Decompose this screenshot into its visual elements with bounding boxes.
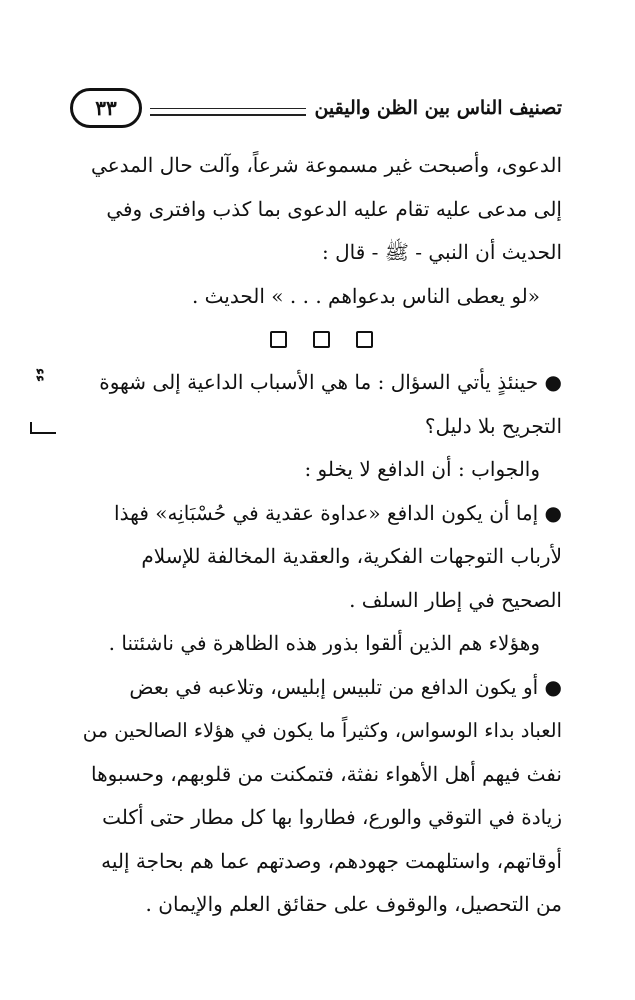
separator-square [356, 331, 373, 348]
text-line: ● حينئذٍ يأتي السؤال : ما هي الأسباب الداعية إلى شهوة [99, 370, 562, 394]
text-line: زيادة في التوقي والورع، فطاروا بها كل مطار حتى أكلت [102, 805, 562, 829]
text-line: إلى مدعى عليه تقام عليه الدعوى بما كذب وافترى وفي [106, 196, 562, 221]
margin-note [24, 368, 60, 438]
running-header [70, 88, 562, 128]
text-line: التجريح بلا دليل؟ [424, 413, 562, 438]
text-line: الصحيح في إطار السلف . [349, 587, 562, 612]
text-line: لأرباب التوجهات الفكرية، والعقدية المخالفة للإسلام [141, 544, 562, 568]
text-line: ● أو يكون الدافع من تلبيس إبليس، وتلاعبه في بعض [129, 674, 562, 699]
text-line: العباد بداء الوسواس، وكثيراً ما يكون في هؤلاء الصالحين من [82, 719, 562, 742]
text-line: الدعوى، وأصبحت غير مسموعة شرعاً، وآلت حال المدعي [91, 153, 562, 177]
text-line: الحديث أن النبي - ﷺ - قال : [322, 240, 562, 264]
text-line: أوقاتهم، واستلهمت جهودهم، وصدتهم عما هم بحاجة إليه [101, 848, 562, 873]
text-line: ● إما أن يكون الدافع «عداوة عقدية في حُسْبَانِه» فهذا [114, 500, 562, 525]
text-line: والجواب : أن الدافع لا يخلو : [304, 457, 540, 481]
text-line: من التحصيل، والوقوف على حقائق العلم والإيمان . [145, 892, 562, 916]
section-separator [80, 318, 562, 361]
separator-square [270, 331, 287, 348]
header-rule [150, 108, 306, 116]
separator-square [313, 331, 330, 348]
margin-note-text: ﺀﺀ [32, 368, 50, 383]
text-line: نفث فيهم أهل الأهواء نفثة، فتمكنت من قلوبهم، وحسبوها [90, 761, 562, 786]
page-number: ٣٣ [70, 88, 142, 128]
text-line: وهؤلاء هم الذين ألقوا بذور هذه الظاهرة في ناشئتنا . [108, 631, 540, 655]
hadith-quote: «لو يعطى الناس بدعواهم . . . » الحديث . [191, 283, 540, 308]
running-title: تصنيف الناس بين الظن واليقين [314, 97, 562, 119]
body-text [80, 144, 562, 927]
margin-bracket [30, 422, 56, 434]
